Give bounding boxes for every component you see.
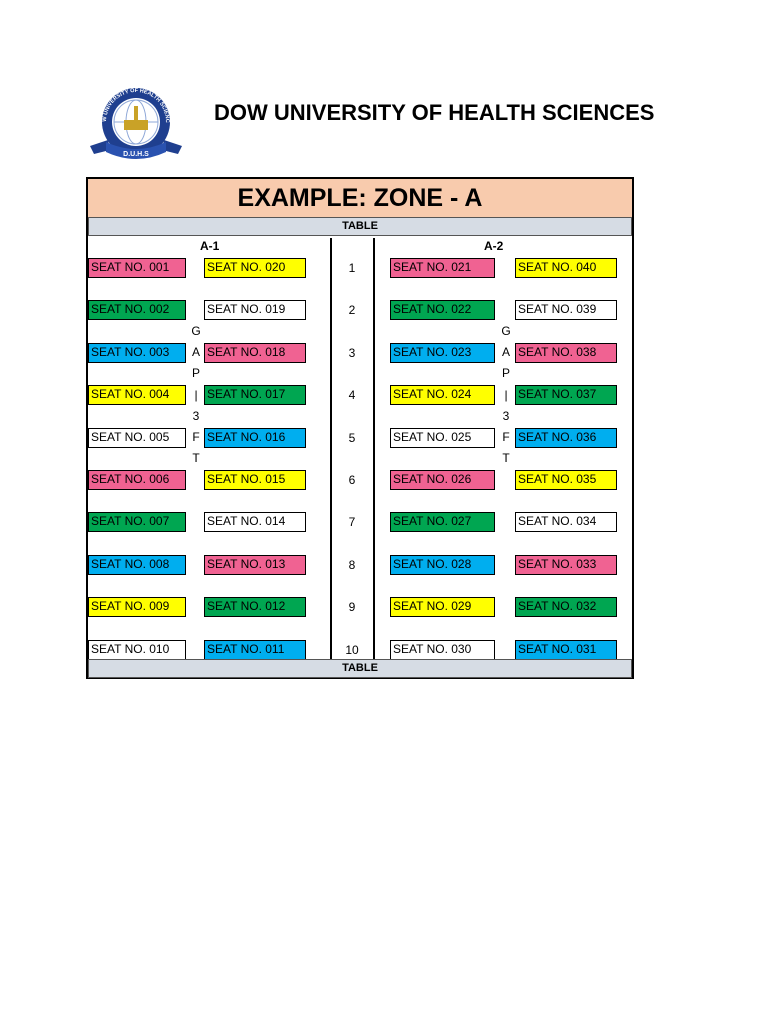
gap-letter: T [502, 451, 510, 466]
row-number: 2 [348, 303, 356, 318]
gap-letter: F [192, 430, 200, 444]
seat-005: SEAT NO. 005 [88, 428, 186, 448]
section-label-a2: A-2 [484, 239, 504, 253]
seat-019: SEAT NO. 019 [204, 300, 306, 320]
seat-017: SEAT NO. 017 [204, 385, 306, 405]
seat-025: SEAT NO. 025 [390, 428, 495, 448]
seat-029: SEAT NO. 029 [390, 597, 495, 617]
seat-035: SEAT NO. 035 [515, 470, 617, 490]
seat-014: SEAT NO. 014 [204, 512, 306, 532]
gap-letter: F [502, 430, 510, 444]
seat-009: SEAT NO. 009 [88, 597, 186, 617]
seat-028: SEAT NO. 028 [390, 555, 495, 575]
seat-002: SEAT NO. 002 [88, 300, 186, 320]
divider-right [373, 238, 375, 659]
gap-letter: G [501, 324, 511, 338]
seat-007: SEAT NO. 007 [88, 512, 186, 532]
gap-letter: T [192, 451, 200, 466]
gap-letter: | [194, 387, 198, 402]
seat-004: SEAT NO. 004 [88, 385, 186, 405]
section-label-a1: A-1 [200, 239, 220, 253]
seat-031: SEAT NO. 031 [515, 640, 617, 660]
seat-027: SEAT NO. 027 [390, 512, 495, 532]
seat-039: SEAT NO. 039 [515, 300, 617, 320]
row-number: 10 [345, 642, 359, 657]
seat-020: SEAT NO. 020 [204, 258, 306, 278]
gap-letter: | [504, 387, 508, 402]
seat-024: SEAT NO. 024 [390, 385, 495, 405]
gap-letter: 3 [502, 408, 510, 423]
seat-012: SEAT NO. 012 [204, 597, 306, 617]
row-number: 9 [348, 600, 356, 615]
seat-036: SEAT NO. 036 [515, 428, 617, 448]
seat-038: SEAT NO. 038 [515, 343, 617, 363]
seat-018: SEAT NO. 018 [204, 343, 306, 363]
seat-023: SEAT NO. 023 [390, 343, 495, 363]
seat-015: SEAT NO. 015 [204, 470, 306, 490]
seat-008: SEAT NO. 008 [88, 555, 186, 575]
zone-layout [86, 177, 634, 679]
seat-011: SEAT NO. 011 [204, 640, 306, 660]
zone-title: EXAMPLE: ZONE - A [88, 179, 632, 218]
university-logo [86, 84, 186, 170]
seat-021: SEAT NO. 021 [390, 258, 495, 278]
row-number: 8 [348, 557, 356, 572]
gap-letter: A [191, 345, 200, 360]
seat-006: SEAT NO. 006 [88, 470, 186, 490]
seat-016: SEAT NO. 016 [204, 428, 306, 448]
seat-034: SEAT NO. 034 [515, 512, 617, 532]
table-label-top: TABLE [88, 217, 632, 236]
seat-022: SEAT NO. 022 [390, 300, 495, 320]
seat-003: SEAT NO. 003 [88, 343, 186, 363]
gap-letter: P [191, 366, 200, 381]
row-number: 4 [348, 388, 356, 403]
logo-ring-text: W UNIVERSITY OF HEALTH SCIENC [101, 87, 171, 123]
row-number: 3 [348, 345, 356, 360]
seat-013: SEAT NO. 013 [204, 555, 306, 575]
gap-letter: A [501, 345, 510, 360]
seat-010: SEAT NO. 010 [88, 640, 186, 660]
gap-letter: P [501, 366, 510, 381]
seat-040: SEAT NO. 040 [515, 258, 617, 278]
logo-ribbon-text: D.U.H.S [123, 151, 149, 158]
gap-letter: G [191, 324, 201, 338]
seat-033: SEAT NO. 033 [515, 555, 617, 575]
university-title: DOW UNIVERSITY OF HEALTH SCIENCES [214, 100, 655, 125]
seat-030: SEAT NO. 030 [390, 640, 495, 660]
seat-001: SEAT NO. 001 [88, 258, 186, 278]
row-number: 1 [348, 261, 356, 275]
seat-032: SEAT NO. 032 [515, 597, 617, 617]
gap-letter: 3 [192, 408, 200, 423]
divider-left [330, 238, 332, 659]
seat-026: SEAT NO. 026 [390, 470, 495, 490]
table-label-bottom: TABLE [88, 659, 632, 678]
row-number: 7 [348, 515, 356, 530]
seat-037: SEAT NO. 037 [515, 385, 617, 405]
row-number: 5 [348, 430, 356, 445]
row-number: 6 [348, 473, 356, 487]
